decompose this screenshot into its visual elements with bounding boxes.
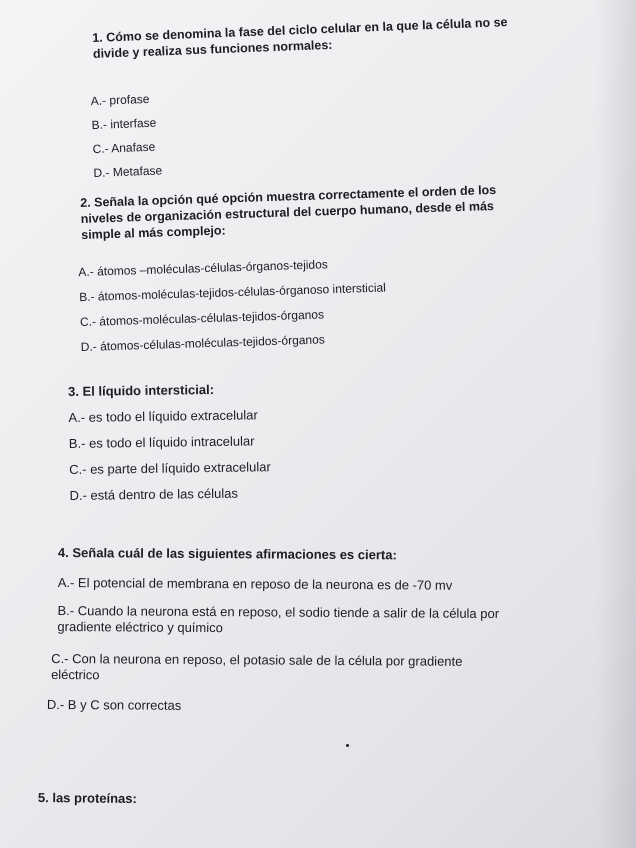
question-2-text: 2. Señala la opción qué opción muestra correctamente el orden de los niveles de organización estructural del cuerpo humano, desde el más simple al más complejo:	[80, 182, 497, 242]
question-2-option-b: B.- átomos-moléculas-tejidos-células-órganoso intersticial	[78, 280, 387, 305]
question-3	[68, 378, 508, 503]
question-4-option-d: D.- B y C son correctas	[46, 696, 182, 713]
question-3-option-d: D.- está dentro de las células	[69, 485, 239, 503]
question-5	[38, 790, 338, 809]
question-1-option-a: A.- profase	[90, 91, 150, 109]
question-3-option-b: B.- es todo el líquido intracelular	[68, 433, 255, 451]
question-4-option-a: A.- El potencial de membrana en reposo de la neurona es de -70 mv	[57, 574, 453, 593]
question-4-option-b: B.- Cuando la neurona está en reposo, el sodio tiende a salir de la célula por gradiente eléctrico y químico	[57, 602, 500, 636]
question-2-option-a: A.- átomos –moléculas-células-órganos-tejidos	[78, 257, 328, 280]
question-3-option-a: A.- es todo el líquido extracelular	[68, 407, 258, 425]
question-3-option-c: C.- es parte del líquido extracelular	[69, 459, 271, 477]
question-3-text: 3. El líquido intersticial:	[68, 381, 215, 399]
question-1-option-d: D.- Metafase	[93, 163, 163, 181]
ink-dot	[346, 744, 349, 747]
question-2	[78, 181, 521, 355]
question-2-option-d: D.- átomos-células-moléculas-tejidos-órganos	[80, 332, 325, 355]
question-1-option-c: C.- Anafase	[92, 139, 156, 157]
question-2-option-c: C.- átomos-moléculas-células-tejidos-órganos	[79, 307, 325, 330]
question-1-text: 1. Cómo se denomina la fase del ciclo celular en la que la célula no se divide y realiza sus funciones normales:	[92, 15, 508, 61]
question-5-text: 5. las proteínas:	[37, 790, 137, 807]
question-1-option-b: B.- interfase	[91, 115, 157, 133]
question-4	[46, 545, 538, 713]
question-4-option-c: C.- Con la neurona en reposo, el potasio sale de la célula por gradiente eléctrico	[51, 650, 463, 683]
question-1	[90, 14, 513, 181]
question-4-text: 4. Señala cuál de las siguientes afirmaciones es cierta:	[57, 545, 397, 563]
paper-shadow	[596, 0, 636, 848]
